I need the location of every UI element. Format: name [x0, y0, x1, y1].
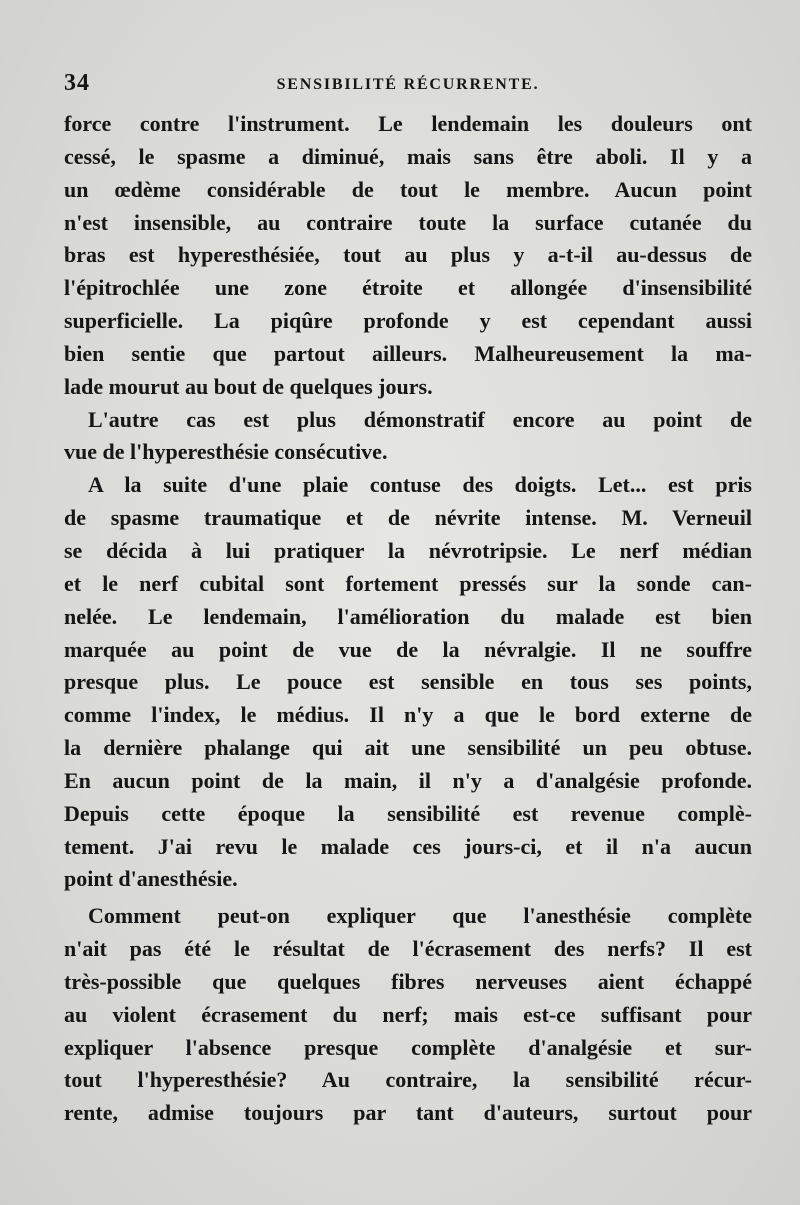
- paragraph: [64, 108, 752, 404]
- text-line: bras est hyperesthésiée, tout au plus y a-t-il au-dessus de: [64, 242, 752, 268]
- text-line: superficielle. La piqûre profonde y est cependant aussi: [64, 308, 752, 334]
- text-line: marquée au point de vue de la névralgie. Il ne souffre: [64, 636, 752, 662]
- text-line: nelée. Le lendemain, l'amélioration du malade est bien: [64, 603, 752, 629]
- running-title: SENSIBILITÉ RÉCURRENTE.: [276, 76, 540, 93]
- paragraph: [64, 900, 752, 1130]
- body-text: [64, 108, 752, 1130]
- text-line: force contre l'instrument. Le lendemain les douleurs ont: [64, 111, 752, 136]
- text-line: bien sentie que partout ailleurs. Malheureusement la ma-: [64, 340, 752, 366]
- paragraph: [64, 469, 752, 896]
- paragraph: [64, 404, 752, 470]
- text-line: tement. J'ai revu le malade ces jours-ci, et il n'a aucun: [64, 833, 752, 859]
- text-line: n'ait pas été le résultat de l'écrasement des nerfs? Il est: [64, 936, 752, 962]
- page-header: [64, 70, 752, 100]
- text-line: un œdème considérable de tout le membre. Aucun point: [64, 176, 752, 202]
- text-line: point d'anesthésie.: [64, 866, 238, 892]
- text-line: rente, admise toujours par tant d'auteurs, surtout pour: [64, 1100, 752, 1126]
- text-line: de spasme traumatique et de névrite intense. M. Verneuil: [64, 505, 752, 531]
- text-line: et le nerf cubital sont fortement pressés sur la sonde can-: [64, 570, 752, 596]
- text-line: comme l'index, le médius. Il n'y a que le bord externe de: [64, 702, 752, 728]
- text-line: au violent écrasement du nerf; mais est-ce suffisant pour: [64, 1001, 752, 1027]
- text-line: expliquer l'absence presque complète d'analgésie et sur-: [64, 1034, 752, 1060]
- text-line: cessé, le spasme a diminué, mais sans être aboli. Il y a: [64, 143, 752, 169]
- text-line: lade mourut au bout de quelques jours.: [64, 373, 433, 399]
- text-line: l'épitrochlée une zone étroite et allongée d'insensibilité: [64, 275, 752, 301]
- text-line: très-possible que quelques fibres nerveuses aient échappé: [64, 968, 752, 994]
- text-line: se décida à lui pratiquer la névrotripsie. Le nerf médian: [64, 537, 752, 563]
- text-line: presque plus. Le pouce est sensible en tous ses points,: [64, 669, 752, 695]
- text-line: A la suite d'une plaie contuse des doigts. Let... est pris: [88, 472, 752, 498]
- text-line: tout l'hyperesthésie? Au contraire, la sensibilité récur-: [64, 1067, 752, 1093]
- text-line: n'est insensible, au contraire toute la surface cutanée du: [64, 209, 752, 235]
- text-line: la dernière phalange qui ait une sensibilité un peu obtuse.: [64, 735, 752, 761]
- page-number: 34: [64, 70, 90, 96]
- text-line: vue de l'hyperesthésie consécutive.: [64, 439, 388, 465]
- text-line: En aucun point de la main, il n'y a d'analgésie profonde.: [64, 767, 752, 793]
- text-line: Depuis cette époque la sensibilité est revenue complè-: [64, 800, 752, 826]
- text-line: Comment peut-on expliquer que l'anesthésie complète: [88, 903, 752, 929]
- text-line: L'autre cas est plus démonstratif encore au point de: [88, 406, 752, 432]
